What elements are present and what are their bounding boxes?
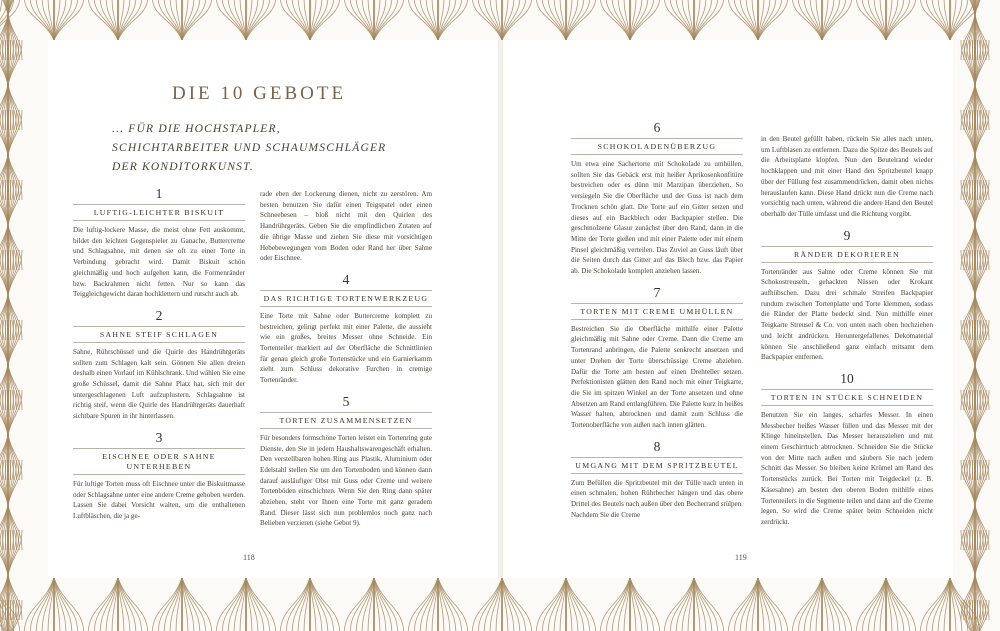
section-heading-9: RÄNDER DEKORIEREN <box>761 246 933 263</box>
section-text-1: Die luftig-lockere Masse, die meist ohne Fett auskommt, bildet den leichten Gegenspieler zu Ganache, Buttercreme und Schlagsahne, mit denen sie oft zu einer Torte in Verbindung gebracht wird. Damit Biskuit schön gleichmäßig und hoch aufgehen kann, die Formenränder bzw. Backrahmen nicht fetten. Nur so kann das Teiggleichgewicht daran hochklettern und rutscht auch ab. <box>73 226 245 299</box>
fan-ornament <box>856 578 916 631</box>
section-number-1: 1 <box>155 186 163 201</box>
fan-ornament <box>344 0 404 40</box>
fan-ornament <box>961 0 989 15</box>
fan-ornament <box>216 0 276 40</box>
continued-text: rade eben der Lockerung dienen, nicht zu zerstören. Am besten benutzen Sie dafür einen Teigspatel oder einen Schneebesen – bloß nicht mit den Quirlen des Handrührgeräts. Geben Sie die empfindlichen Zutaten auf die übrige Masse und ziehen Sie diese mit vorsichtigen Hebebewegungen vom Boden oder Rand her über Sahne oder Eischnee. <box>260 190 432 263</box>
fan-ornament <box>88 0 148 40</box>
fan-ornament <box>856 0 916 40</box>
section-text-6: Um etwa eine Sachertorte mit Schokolade zu umhüllen, sollten Sie das Gebäck erst mit heißer Aprikosenkonfitüre bestreichen oder es dünn mit Marzipan überziehen. So versiegeln Sie die Oberfläche und der Guss ist nach dem Trocknen schön glatt. Die Torte auf ein Gitter setzen und dieses auf ein Backblech oder Backpapier stellen. Die geschmolzene Glasur zunächst über den Rand, dann in die Mitte der Torte gießen und mit einer Palette oder mit einem Pinsel gleichmäßig verteilen. Das Zuviel an Guss läuft über die Seiten durch das Gitter auf das Blech bzw. das Papier ab. Die Schokolade komplett anziehen lassen. <box>571 160 743 276</box>
section-heading-3: EISCHNEE ODER SAHNE UNTERHEBEN <box>73 448 245 475</box>
section-number-6: 6 <box>653 120 661 135</box>
fan-ornament <box>152 0 212 40</box>
section-number-10: 10 <box>840 370 854 386</box>
section-heading-5: TORTEN ZUSAMMENSETZEN <box>260 412 432 429</box>
page-number-left: 118 <box>243 553 255 562</box>
left-column-2 <box>260 189 432 529</box>
section-heading-4: DAS RICHTIGE TORTENWERKZEUG <box>260 290 432 307</box>
book-gutter <box>498 40 503 578</box>
fan-ornament <box>600 0 660 40</box>
page-title: DIE 10 GEBOTE <box>172 83 347 104</box>
page-number-right: 119 <box>735 553 747 562</box>
fan-ornament <box>536 0 596 40</box>
right-column-2 <box>761 134 933 528</box>
page-subtitle: ... FÜR DIE HOCHSTAPLER, SCHICHTARBEITER UND SCHAUMSCHLÄGER DER KONDITORKUNST. <box>112 123 387 173</box>
section-heading-7: TORTEN MIT CREME UMHÜLLEN <box>571 303 743 320</box>
section-heading-2: SAHNE STEIF SCHLAGEN <box>73 326 245 343</box>
fan-ornament <box>664 578 724 631</box>
section-number-2: 2 <box>155 307 163 323</box>
fan-ornament <box>152 578 212 631</box>
section-heading-6: SCHOKOLADENÜBERZUG <box>571 138 743 155</box>
fan-ornament <box>408 0 468 40</box>
fan-ornament <box>408 578 468 631</box>
fan-ornament <box>472 578 532 631</box>
section-number-3: 3 <box>155 429 163 445</box>
left-column-1 <box>73 186 245 522</box>
fan-ornament <box>920 578 980 631</box>
fan-ornament <box>280 578 340 631</box>
fan-ornament <box>0 0 22 15</box>
section-text-3: Für luftige Torten muss oft Eischnee unter die Biskuitmasse oder Schlagsahne unter eine andere Creme gehoben werden. Lassen Sie dabei Vorsicht walten, um die enthaltenen Luftbläschen, die ja ge- <box>73 479 245 520</box>
fan-ornament <box>664 0 724 40</box>
section-number-5: 5 <box>342 393 350 409</box>
fan-ornament <box>792 0 852 40</box>
section-text-10: Benutzen Sie ein langes, scharfes Messer. In einen Messbecher heißes Wasser füllen und das Messer mit der Klinge hineinstellen. Das Messer herausziehen und mit einem Geschirrtuch abtrocknen. Schneiden Sie die Stücke von der Mitte nach außen und säubern Sie nach jedem Schnitt das Messer. So bleiben keine Krümel am Rand des Tortenstücks zurück. Bei Torten mit Teigdeckel (z. B. Käsesahne) am besten den oberen Boden mithilfe eines Tortenteilers in die Segmente teilen und dann auf die Creme legen. So wird die Creme später beim Schneiden nicht zerdrückt. <box>761 410 933 526</box>
section-heading-8: UMGANG MIT DEM SPRITZBEUTEL <box>571 457 743 474</box>
section-heading-10: TORTEN IN STÜCKE SCHNEIDEN <box>761 389 933 406</box>
fan-ornament <box>600 578 660 631</box>
fan-ornament <box>24 0 84 40</box>
section-number-8: 8 <box>653 438 661 454</box>
fan-ornament <box>280 0 340 40</box>
section-number-7: 7 <box>653 284 661 300</box>
section-number-9: 9 <box>843 227 851 243</box>
fan-ornament <box>472 0 532 40</box>
fan-ornament <box>216 578 276 631</box>
section-text-2: Sahne, Rührschüssel und die Quirle des Handrührgeräts sollten zum Schlagen kalt sein. Gönnen Sie allen dreien deshalb einen Vorlauf im Kühlschrank. Und wählen Sie eine große Schüssel, damit die Sahne Platz hat, sich mit der untergeschlagenen Luft aufzuplustern. Schlagsahne ist richtig steif, wenn die Quirle des Handrührgeräts dauerhaft sichtbare Spuren in ihr hinterlassen. <box>73 347 245 421</box>
fan-ornament <box>728 0 788 40</box>
right-column-1 <box>571 120 743 521</box>
fan-ornament <box>88 578 148 631</box>
continued-text: in den Beutel gefüllt haben, rückeln Sie alles nach unten, um Luftblasen zu entfernen. Dazu die Spitze des Beutels auf die Arbeitsplatte klopfen. Nun den Beutelrand wieder hochklappen und mit einer Hand den Spritzbeutel knapp über der Füllung fest zusammendrücken, damit oben nichts herauslaufen kann. Diese Hand drückt nun die Creme nach vorsichtig nach unten, während die andere Hand den Beutel oberhalb der Tülle umfasst und die Richtung vorgibt. <box>761 135 933 218</box>
fan-ornament <box>728 578 788 631</box>
fan-ornament <box>344 578 404 631</box>
section-number-4: 4 <box>342 271 350 287</box>
section-text-7: Bestreichen Sie die Oberfläche mithilfe einer Palette gleichmäßig mit Sahne oder Creme. Dann die Creme am Tortenrand anbringen, die Palette senkrecht ansetzen und unter Drehen der Torte überschüssige Creme abziehen. Dafür die Torte am besten auf einen Drehteller setzen. Perfektionisten glätten den Rand noch mit einer Teigkarte, die Sie im spitzen Winkel an der Torte ansetzen und ohne Absetzen am Rand entlangführen. Die Palette kurz in heißes Wasser halten, abtrocknen und damit zum Schluss die Tortenoberfläche von außen nach innen glätten. <box>571 324 743 430</box>
section-heading-1: LUFTIG-LEICHTER BISKUIT <box>73 204 245 221</box>
section-text-5: Für besonders formschöne Torten leistet ein Tortenring gute Dienste, den Sie in jedem Haushaltswarengeschäft erhalten. Den verstellbaren hohen Ring aus Plastik, Aluminium oder Edelstahl stellen Sie um den Tortenboden und können dann darauf ausläufiger Obst mit Guss oder Creme und weitere Tortenböden einschichten. Wenn Sie den Ring dann später abziehen, steht vor Ihnen eine Torte mit ganz geradem Rand. Dieser lässt sich nun problemlos noch ganz nach Belieben verzieren (siehe Gebot 9). <box>260 433 432 528</box>
section-text-9: Tortenränder aus Sahne oder Creme können Sie mit Schokostreuseln, gehackten Nüssen oder Krokant aufhübschen. Dazu drei schmale Streifen Backpapier rundum zwischen Tortenplatte und Torte klemmen, sodass die Ränder der Platte bedeckt sind. Nun mithilfe einer Teigkarte Streusel & Co. von unten nach oben hochziehen und leicht andrücken. Heruntergefallenes Dekomaterial können Sie anschließend ganz einfach mitsamt dem Backpapier entfernen. <box>761 267 933 362</box>
section-text-8: Zum Befüllen die Spritzbeutel mit der Tülle nach unten in einen schmalen, hohen Rührbecher hängen und das obere Drittel des Beutels nach außen über den Becherrand stülpen. Nachdem Sie die Creme <box>571 478 743 519</box>
fan-ornament <box>24 578 84 631</box>
section-text-4: Eine Torte mit Sahne oder Buttercreme komplett zu bestreichen, gelingt perfekt mit einer Palette, die aussieht wie ein großes, breites Messer ohne Schneide. Ein Tortenteiler markiert auf der Oberfläche die Schnittlinien für genau gleich große Tortenstücke und ein Garnierkamm zieht zum Schluss dekorative Furchen in cremige Tortenränder. <box>260 311 432 385</box>
fan-ornament <box>792 578 852 631</box>
fan-ornament <box>536 578 596 631</box>
